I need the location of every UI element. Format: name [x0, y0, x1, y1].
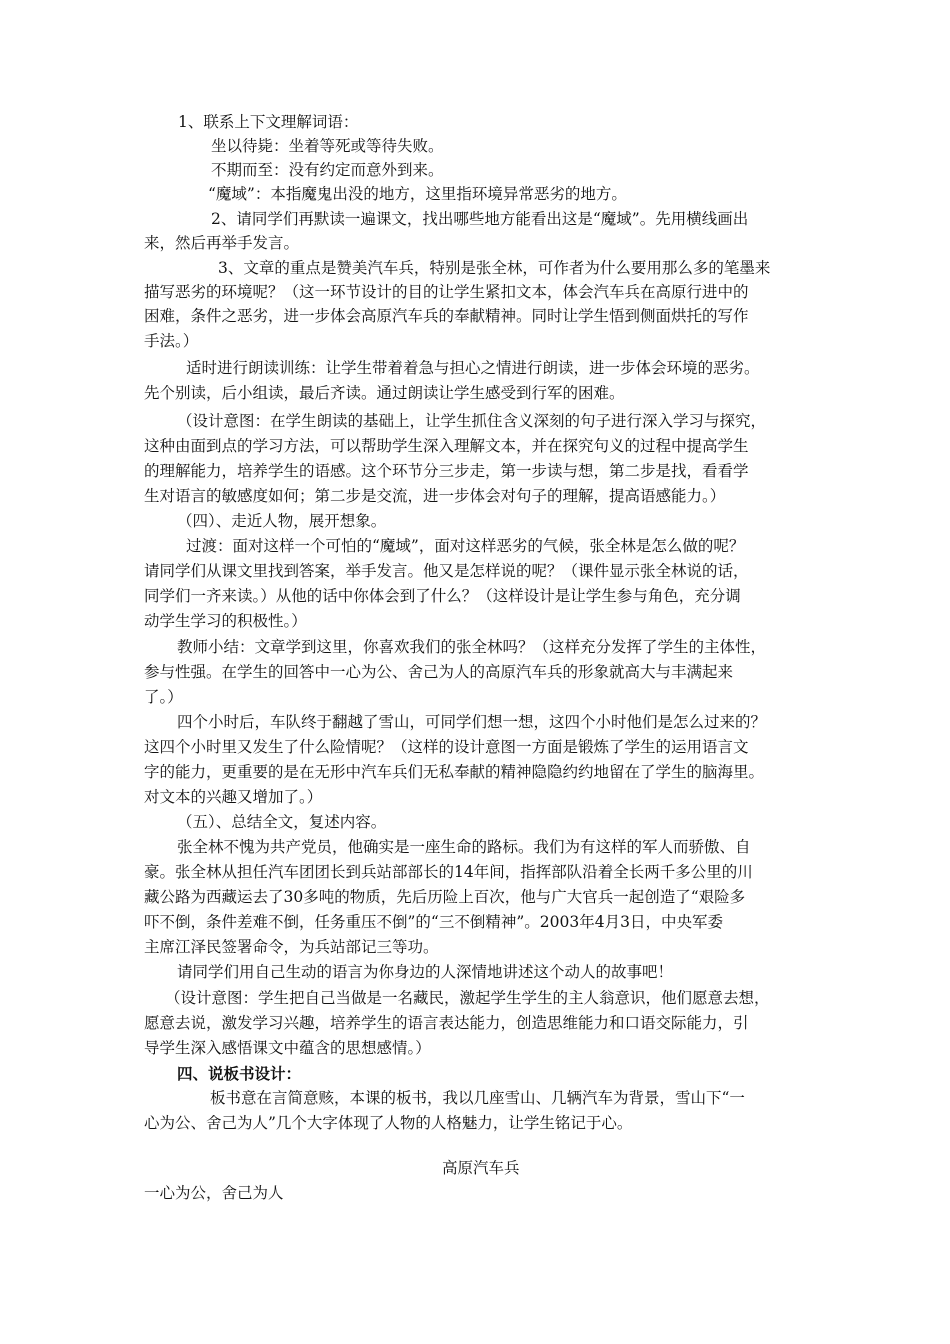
board-title: 高原汽车兵 — [442, 1159, 520, 1177]
text-line: 吓不倒，条件差难不倒，任务重压不倒”的“三不倒精神”。2003年4月3日，中央军委 — [144, 913, 723, 931]
text-line: 过渡：面对这样一个可怕的“魔域”，面对这样恶劣的气候，张全林是怎么做的呢？ — [186, 537, 745, 555]
text-line: 了。） — [144, 688, 183, 706]
text-line: 愿意去说，激发学习兴趣，培养学生的语言表达能力，创造思维能力和口语交际能力，引 — [144, 1014, 749, 1032]
text-line: 参与性强。在学生的回答中一心为公、舍己为人的高原汽车兵的形象就高大与丰满起来 — [144, 663, 734, 681]
text-line: 藏公路为西藏运去了30多吨的物质，先后历险上百次，他与广大官兵一起创造了“艰险多 — [144, 888, 746, 906]
text-line: 豪。张全林从担任汽车团团长到兵站部部长的14年间，指挥部队沿着全长两千多公里的川 — [144, 863, 753, 881]
text-line: 导学生深入感悟课文中蕴含的思想感情。） — [144, 1039, 431, 1057]
text-line: “魔域”：本指魔鬼出没的地方，这里指环境异常恶劣的地方。 — [208, 185, 627, 203]
text-line: 的理解能力，培养学生的语感。这个环节分三步走，第一步读与想，第二步是找，看看学 — [144, 462, 749, 480]
text-line: 来，然后再举手发言。 — [144, 234, 300, 252]
text-line: 适时进行朗读训练：让学生带着着急与担心之情进行朗读，进一步体会环境的恶劣。 — [186, 359, 760, 377]
text-line: 手法。） — [144, 332, 199, 350]
text-line: 请同学们从课文里找到答案，举手发言。他又是怎样说的呢？（课件显示张全林说的话， — [144, 562, 749, 580]
text-line: 这四个小时里又发生了什么险情呢？（这样的设计意图一方面是锻炼了学生的运用语言文 — [144, 738, 749, 756]
text-line: 坐以待毙：坐着等死或等待失败。 — [211, 137, 444, 155]
text-line: 教师小结：文章学到这里，你喜欢我们的张全林吗？（这样充分发挥了学生的主体性， — [177, 638, 767, 656]
section-heading: 四、说板书设计： — [177, 1064, 302, 1083]
text-line: 四个小时后，车队终于翻越了雪山，可同学们想一想，这四个小时他们是怎么过来的？ — [177, 713, 767, 731]
text-line: 字的能力，更重要的是在无形中汽车兵们无私奉献的精神隐隐约约地留在了学生的脑海里。 — [144, 763, 765, 781]
text-line: 请同学们用自己生动的语言为你身边的人深情地讲述这个动人的故事吧！ — [177, 963, 674, 981]
text-line: 生对语言的敏感度如何；第二步是交流，进一步体会对句子的理解，提高语感能力。） — [144, 487, 726, 505]
text-line: 描写恶劣的环境呢？（这一环节设计的目的让学生紧扣文本，体会汽车兵在高原行进中的 — [144, 283, 749, 301]
text-line: （四）、走近人物，展开想象。 — [177, 512, 387, 530]
text-line: 困难，条件之恶劣，进一步体会高原汽车兵的奉献精神。同时让学生悟到侧面烘托的写作 — [144, 307, 749, 325]
text-line: 3、文章的重点是赞美汽车兵，特别是张全林，可作者为什么要用那么多的笔墨来 — [218, 259, 771, 277]
text-line: 这种由面到点的学习方法，可以帮助学生深入理解文本，并在探究句义的过程中提高学生 — [144, 437, 749, 455]
text-line: 2、请同学们再默读一遍课文，找出哪些地方能看出这是“魔域”。先用横线画出 — [211, 210, 749, 228]
text-line: 先个别读，后小组读，最后齐读。通过朗读让学生感受到行军的困难。 — [144, 384, 625, 402]
text-line: （设计意图：学生把自己当做是一名藏民，激起学生学生的主人翁意识，他们愿意去想， — [165, 989, 770, 1007]
text-line: 主席江泽民签署命令，为兵站部记三等功。 — [144, 938, 439, 956]
text-line: 动学生学习的积极性。） — [144, 612, 307, 630]
text-line: 板书意在言简意赅，本课的板书，我以几座雪山、几辆汽车为背景，雪山下“一 — [210, 1089, 745, 1107]
text-line: 张全林不愧为共产党员，他确实是一座生命的路标。我们为有这样的军人而骄傲、自 — [177, 838, 751, 856]
text-line: 不期而至：没有约定而意外到来。 — [211, 161, 444, 179]
text-line: （五）、总结全文，复述内容。 — [177, 813, 387, 831]
board-motto: 一心为公，舍己为人 — [144, 1184, 284, 1202]
text-line: 对文本的兴趣又增加了。） — [144, 788, 323, 806]
text-line: 1、联系上下文理解词语： — [178, 113, 359, 131]
text-line: 同学们一齐来读。）从他的话中你体会到了什么？（这样设计是让学生参与角色，充分调 — [144, 587, 741, 605]
text-line: 心为公、舍己为人”几个大字体现了人物的人格魅力，让学生铭记于心。 — [144, 1114, 633, 1132]
text-line: （设计意图：在学生朗读的基础上，让学生抓住含义深刻的句子进行深入学习与探究， — [177, 412, 767, 430]
